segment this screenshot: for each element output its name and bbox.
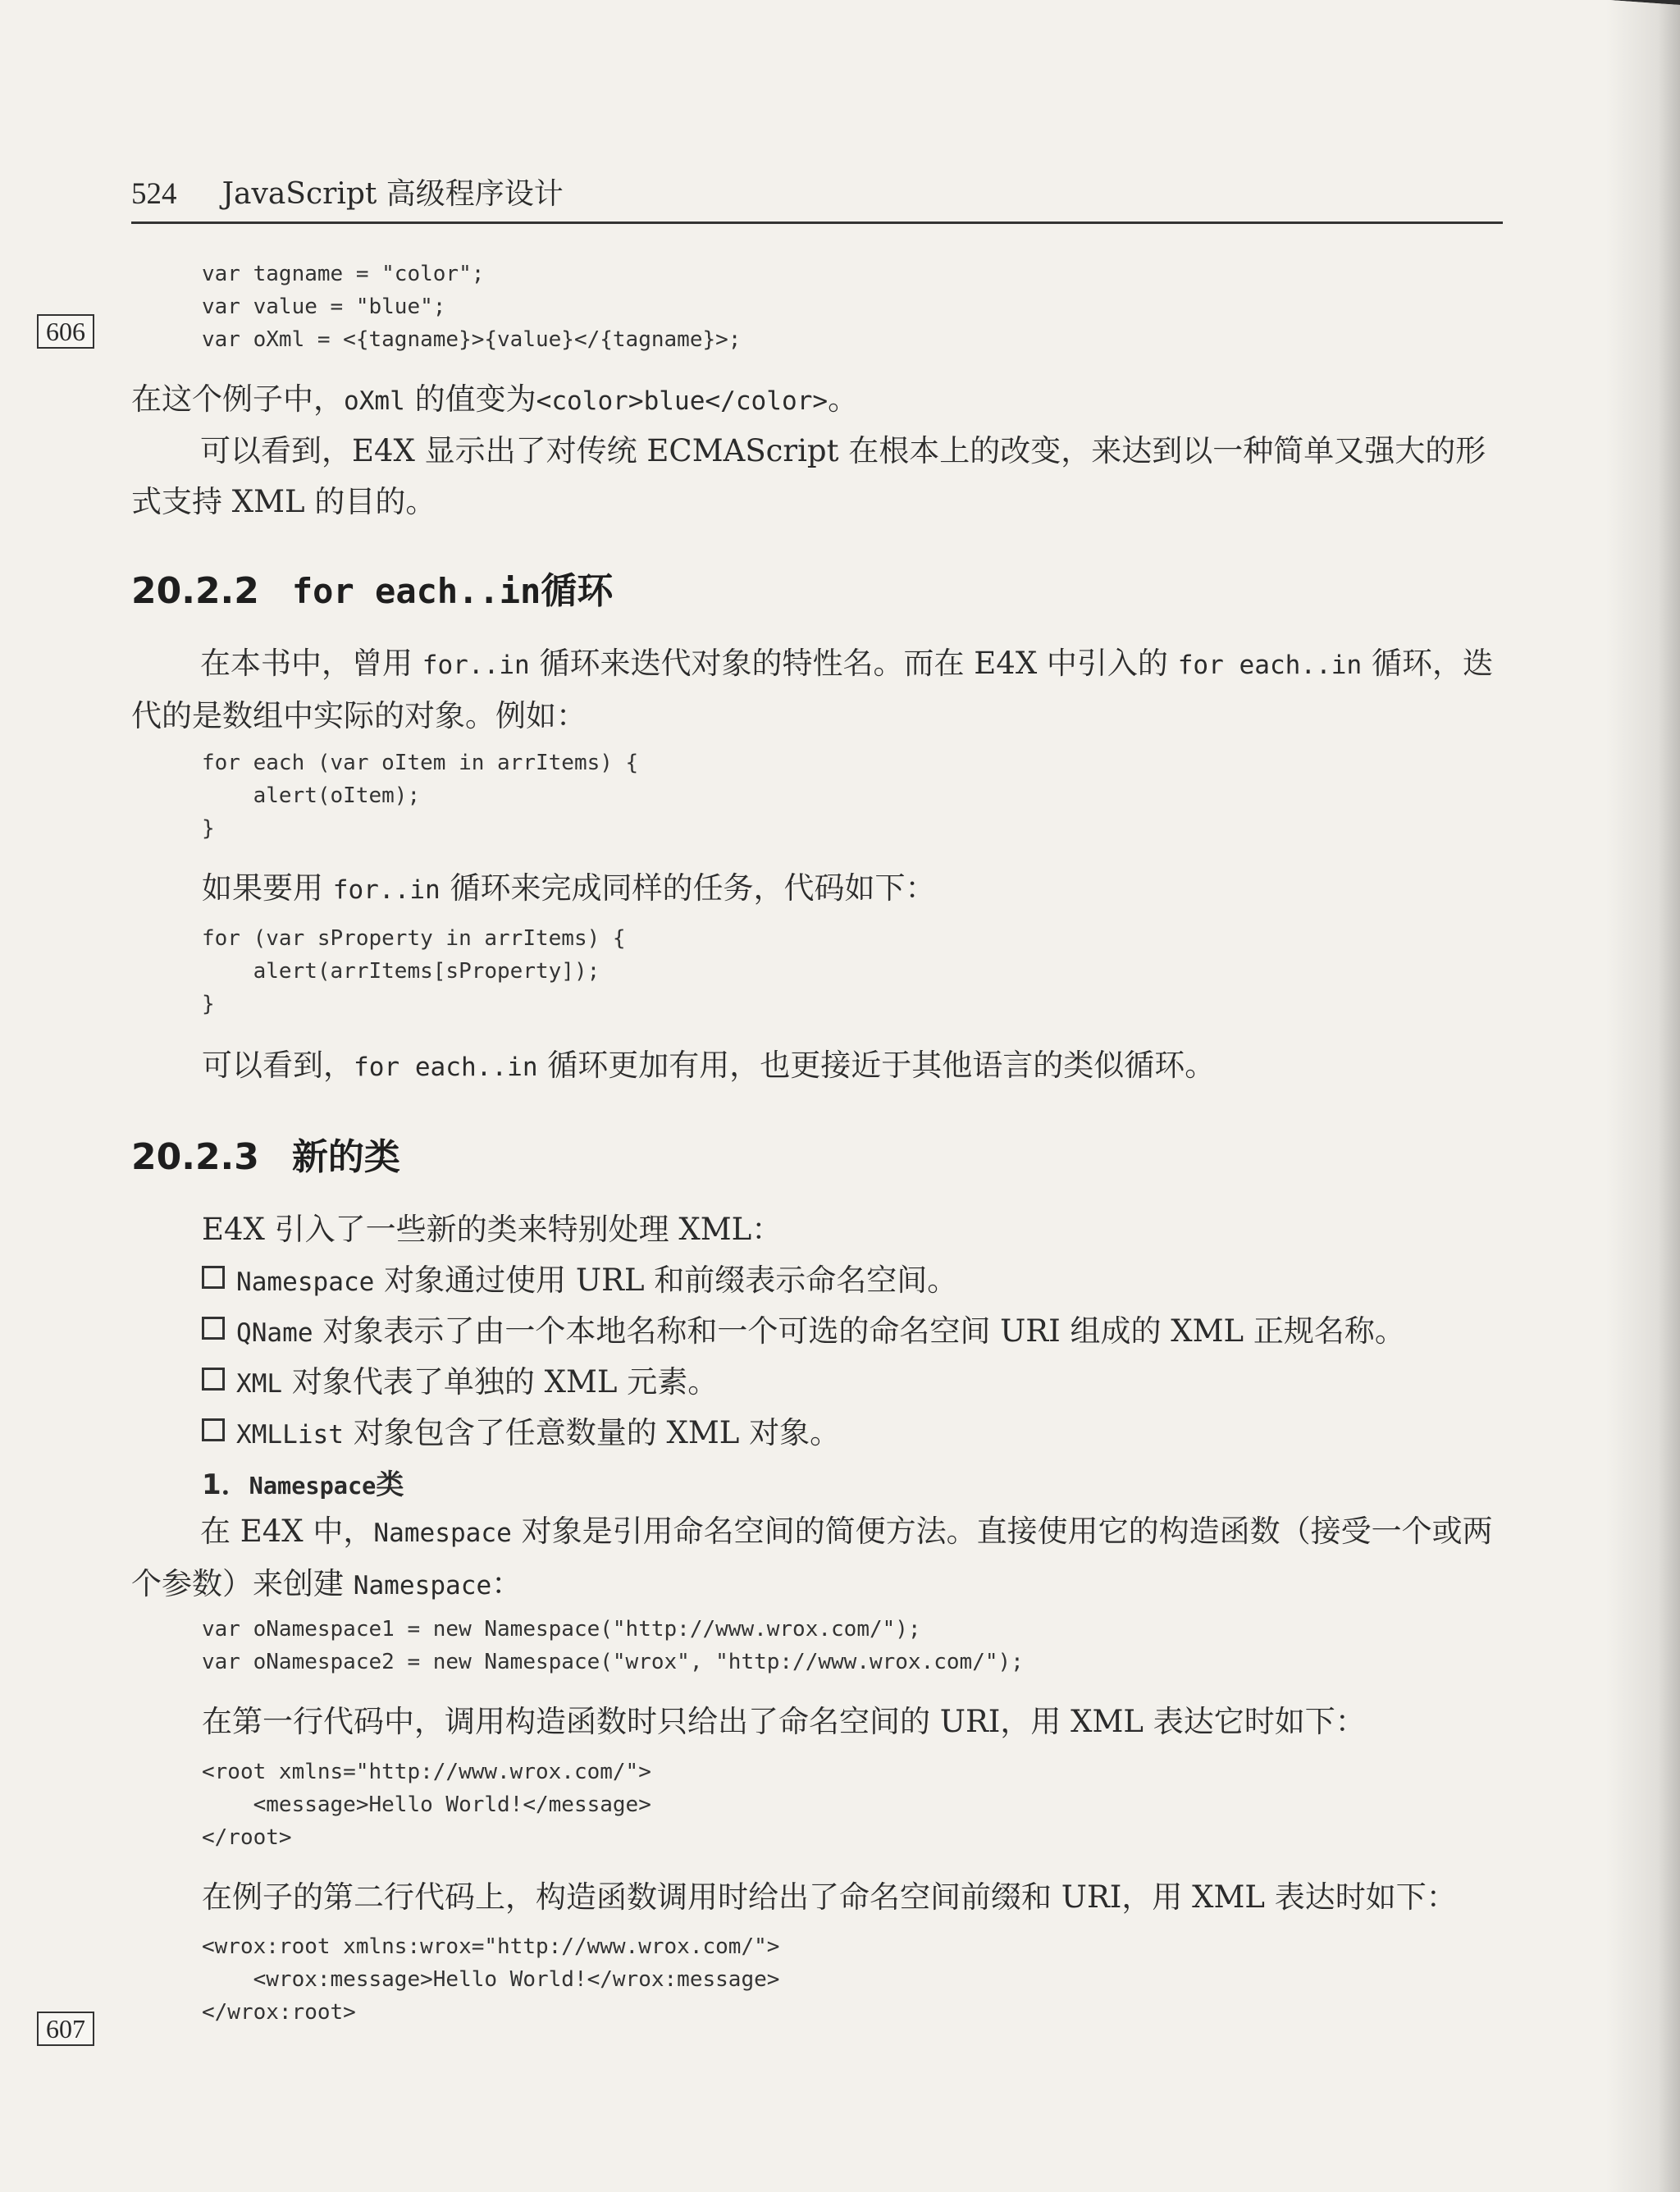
list-item — [202, 1255, 957, 1308]
checkbox-bullet-icon — [202, 1418, 225, 1441]
text: 可以看到， — [202, 1048, 354, 1083]
code-block — [202, 747, 638, 845]
page-header — [131, 171, 564, 220]
text: 在 E4X 中， — [200, 1514, 374, 1549]
inline-code: for..in — [332, 875, 441, 905]
inline-code: <color>blue</color> — [536, 386, 829, 416]
page-corner-curl — [1557, 0, 1680, 62]
text: 循环，迭代的是数组中实际的对象。例如： — [131, 646, 1493, 733]
code-line: <root xmlns="http://www.wrox.com/"> — [202, 1760, 651, 1784]
margin-page-ref: 606 — [37, 314, 94, 349]
paragraph — [131, 374, 858, 427]
inline-code: Namespace — [353, 1571, 492, 1601]
checkbox-bullet-icon — [202, 1317, 225, 1340]
margin-page-ref: 607 — [37, 2012, 94, 2046]
code-line: </wrox:root> — [202, 2000, 356, 2025]
paragraph — [202, 1040, 1215, 1093]
page-gutter-shadow — [1606, 0, 1680, 2192]
paragraph — [202, 863, 936, 916]
code-line: alert(arrItems[sProperty]); — [202, 959, 600, 984]
code-line: for each (var oItem in arrItems) { — [202, 751, 639, 775]
text: 在这个例子中， — [131, 381, 344, 417]
text: 对象代表了单独的 XML 元素。 — [282, 1364, 719, 1400]
section-number: 20.2.3 — [131, 1136, 259, 1178]
inline-code: QName — [236, 1318, 313, 1348]
code-block — [202, 922, 626, 1021]
code-block — [202, 1756, 651, 1854]
section-number: 20.2.2 — [131, 570, 259, 612]
text: 的值变为 — [404, 381, 536, 417]
text: 。 — [828, 381, 859, 417]
inline-code: Namespace — [373, 1518, 512, 1548]
text: 对象表示了由一个本地名称和一个可选的命名空间 URI 组成的 XML 正规名称。 — [313, 1313, 1405, 1349]
paragraph — [131, 638, 1503, 742]
checkbox-bullet-icon — [202, 1368, 225, 1391]
text: 如果要用 — [202, 870, 333, 906]
code-line: <wrox:root xmlns:wrox="http://www.wrox.com/"> — [202, 1934, 780, 1959]
checkbox-bullet-icon — [202, 1266, 225, 1289]
sub-heading-number: 1． — [202, 1468, 249, 1501]
text: 循环来完成同样的任务，代码如下： — [440, 870, 936, 906]
code-block — [202, 258, 741, 356]
inline-code: for each..in — [354, 1053, 538, 1082]
inline-code: for..in — [422, 651, 530, 680]
paragraph: 在第一行代码中，调用构造函数时只给出了命名空间的 URI，用 XML 表达它时如下： — [202, 1704, 1366, 1739]
inline-code: Namespace — [236, 1267, 375, 1297]
inline-code: XML — [236, 1369, 283, 1399]
text: 循环更加有用，也更接近于其他语言的类似循环。 — [537, 1048, 1216, 1083]
paragraph: 可以看到，E4X 显示出了对传统 ECMAScript 在根本上的改变，来达到以一种简单又强大的形式支持 XML 的目的。 — [131, 433, 1486, 519]
code-line: alert(oItem); — [202, 783, 421, 808]
code-line: </root> — [202, 1825, 292, 1850]
code-line: var value = "blue"; — [202, 295, 446, 319]
list-item — [202, 1408, 840, 1460]
code-block — [202, 1613, 1024, 1678]
section-heading — [131, 1127, 400, 1180]
paragraph: E4X 引入了一些新的类来特别处理 XML： — [202, 1212, 783, 1247]
text: 循环来迭代对象的特性名。而在 E4X 中引入的 — [529, 646, 1178, 681]
page-number: 524 — [131, 177, 177, 211]
code-line: <wrox:message>Hello World!</wrox:message> — [202, 1967, 780, 1992]
code-line: var oXml = <{tagname}>{value}</{tagname}>; — [202, 327, 742, 352]
text: 对象包含了任意数量的 XML 对象。 — [343, 1415, 841, 1450]
paragraph — [131, 1506, 1503, 1611]
text: 对象通过使用 URL 和前缀表示命名空间。 — [374, 1263, 958, 1298]
code-line: var oNamespace1 = new Namespace("http://www.wrox.com/"); — [202, 1617, 921, 1642]
section-heading — [131, 561, 613, 614]
code-line: <message>Hello World!</message> — [202, 1792, 651, 1817]
text: ： — [491, 1566, 523, 1601]
heading-text: 循环 — [541, 570, 614, 612]
text: 类 — [376, 1468, 404, 1501]
code-line: for (var sProperty in arrItems) { — [202, 926, 626, 951]
header-rule — [131, 221, 1503, 224]
inline-code: Namespace — [249, 1472, 377, 1500]
inline-code: oXml — [344, 386, 405, 416]
code-line: } — [202, 992, 215, 1016]
book-title: JavaScript 高级程序设计 — [221, 177, 564, 211]
code-line: } — [202, 816, 215, 841]
heading-code: for each..in — [291, 571, 541, 611]
list-item — [202, 1357, 718, 1409]
inline-code: XMLList — [236, 1420, 344, 1450]
code-block — [202, 1930, 779, 2029]
paragraph: 在例子的第二行代码上，构造函数调用时给出了命名空间前缀和 URI，用 XML 表达时如下： — [202, 1879, 1457, 1915]
inline-code: for each..in — [1177, 651, 1363, 680]
text: 对象是引用命名空间的简便方法。直接使用它的构造函数（接受一个或两个参数）来创建 — [131, 1514, 1493, 1601]
list-item — [202, 1306, 1405, 1359]
heading-text: 新的类 — [291, 1136, 400, 1178]
code-line: var tagname = "color"; — [202, 262, 485, 286]
code-line: var oNamespace2 = new Namespace("wrox", "http://www.wrox.com/"); — [202, 1650, 1024, 1674]
sub-heading — [202, 1462, 404, 1502]
text: 在本书中，曾用 — [200, 646, 422, 681]
